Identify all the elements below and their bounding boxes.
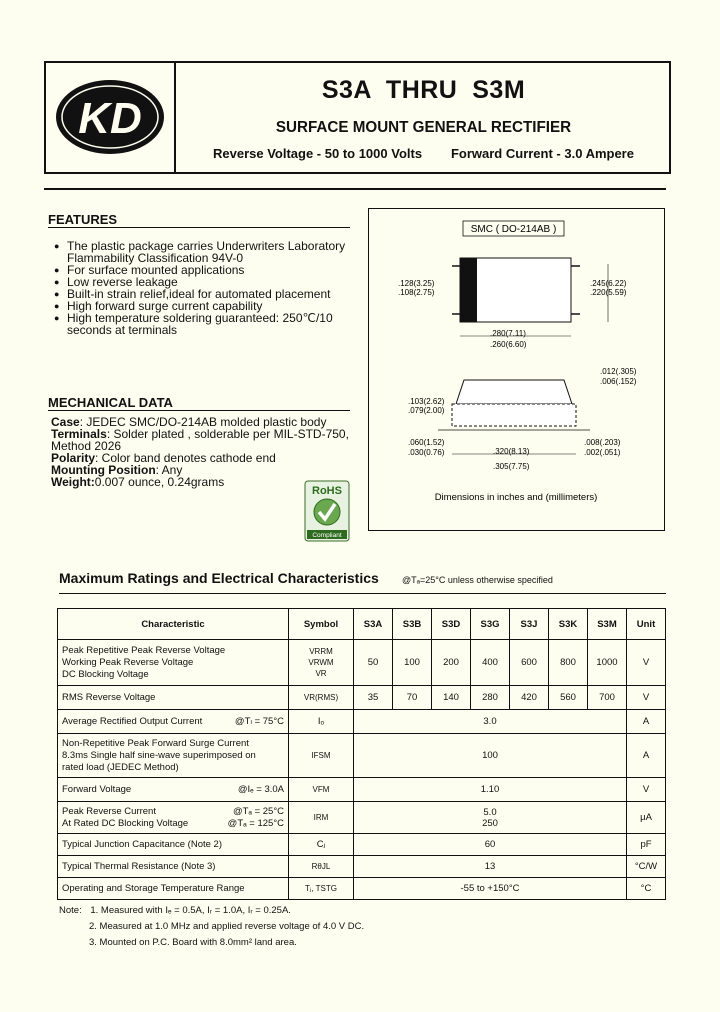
reverse-voltage: Reverse Voltage - 50 to 1000 Volts — [213, 146, 423, 161]
header-s3a: S3A — [354, 609, 393, 640]
row-symbol: VFM — [289, 778, 354, 802]
dim-w1: .245(6.22) — [590, 279, 627, 288]
header-s3m: S3M — [588, 609, 627, 640]
case-label: Case — [51, 415, 80, 429]
ratings-rule — [59, 593, 666, 594]
cell-text: rated load (JEDEC Method) — [62, 761, 179, 773]
dim-w2: .220(5.59) — [590, 288, 627, 297]
forward-current: Forward Current - 3.0 Ampere — [450, 146, 634, 161]
dim-s1: .103(2.62) — [408, 397, 445, 406]
cell-condition: @Tₐ = 25°C — [232, 805, 284, 817]
cell-text: Average Rectified Output Current — [62, 715, 203, 727]
terminals-label: Terminals — [51, 427, 107, 441]
cell-text: Forward Voltage — [62, 783, 132, 795]
terminals-value: : Solder plated , solderable per MIL-STD-750, — [106, 427, 349, 441]
row-characteristic: Typical Junction Capacitance (Note 2) — [58, 834, 289, 856]
cell-value — [354, 802, 627, 834]
cell-value: 13 — [354, 856, 627, 878]
row-characteristic — [58, 778, 289, 802]
cell-text: VRWM — [308, 658, 334, 667]
header-rule — [44, 188, 666, 190]
cell-text: Working Peak Reverse Voltage — [62, 656, 194, 668]
row-characteristic: Typical Thermal Resistance (Note 3) — [58, 856, 289, 878]
cell-value: 35 — [354, 686, 393, 710]
polarity-label: Polarity — [51, 451, 96, 465]
terminals-method: Method 2026 — [51, 439, 122, 453]
row-characteristic — [58, 710, 289, 734]
table-row — [58, 878, 666, 900]
header-s3d: S3D — [432, 609, 471, 640]
cell-text: VRRM — [309, 647, 333, 656]
row-characteristic — [58, 802, 289, 834]
features-rule — [48, 227, 350, 228]
cell-value: 400 — [471, 640, 510, 686]
table-row — [58, 856, 666, 878]
table-row — [58, 778, 666, 802]
cell-value: 140 — [432, 686, 471, 710]
cell-text: 5.0 — [483, 806, 497, 818]
note-2: 2. Measured at 1.0 MHz and applied reverse voltage of 4.0 V DC. — [89, 921, 365, 932]
note-1: 1. Measured with Iₑ = 0.5A, Iᵣ = 1.0A, Iᵣ = 0.25A. — [90, 905, 291, 916]
table-header-row — [58, 609, 666, 640]
cell-value: 3.0 — [354, 710, 627, 734]
row-characteristic — [58, 640, 289, 686]
case-value: : JEDEC SMC/DO-214AB molded plastic body — [79, 415, 327, 429]
cell-value: 600 — [510, 640, 549, 686]
row-characteristic: Operating and Storage Temperature Range — [58, 878, 289, 900]
feature-item: ● For surface mounted applications — [52, 264, 352, 276]
feature-item: ● High temperature soldering guaranteed: 250℃/10 seconds at terminals — [52, 312, 352, 336]
header-s3j: S3J — [510, 609, 549, 640]
cell-value: 420 — [510, 686, 549, 710]
dim-t1: .012(.305) — [600, 367, 637, 376]
row-symbol: Iₒ — [289, 710, 354, 734]
dim-h1: .128(3.25) — [398, 279, 435, 288]
ratings-table — [57, 608, 666, 900]
cell-value: 800 — [549, 640, 588, 686]
dim-f2: .030(0.76) — [408, 448, 445, 457]
feature-item: ● The plastic package carries Underwriters Laboratory Flammability Classification 94V-0 — [52, 240, 352, 264]
table-row — [58, 734, 666, 778]
mounting-value: : Any — [155, 463, 183, 477]
row-symbol: RθJL — [289, 856, 354, 878]
cell-value: 100 — [393, 640, 432, 686]
table-row — [58, 802, 666, 834]
mechanical-title: MECHANICAL DATA — [48, 395, 173, 410]
cell-unit: μA — [627, 802, 666, 834]
cell-condition: @Iₑ = 3.0A — [237, 783, 284, 795]
cell-unit: °C — [627, 878, 666, 900]
rohs-badge — [304, 480, 350, 542]
row-characteristic: RMS Reverse Voltage — [58, 686, 289, 710]
dim-o2: .305(7.75) — [493, 462, 530, 471]
cell-value: 1000 — [588, 640, 627, 686]
table-row — [58, 834, 666, 856]
cell-text: 8.3ms Single half sine-wave superimposed on — [62, 749, 256, 761]
feature-item: ● Low reverse leakage — [52, 276, 352, 288]
cell-text: DC Blocking Voltage — [62, 668, 149, 680]
dim-f1: .060(1.52) — [408, 438, 445, 447]
cell-unit: V — [627, 686, 666, 710]
cell-condition: @Tₗ = 75°C — [234, 715, 284, 727]
rohs-compliant: Compliant — [312, 532, 342, 539]
kd-logo — [54, 78, 166, 156]
cell-value: 700 — [588, 686, 627, 710]
note-3: 3. Mounted on P.C. Board with 8.0mm² land area. — [89, 937, 297, 948]
table-row — [58, 686, 666, 710]
header-symbol: Symbol — [289, 609, 354, 640]
cell-text: At Rated DC Blocking Voltage — [62, 817, 189, 829]
notes-label: Note: — [59, 905, 82, 916]
cell-unit: V — [627, 778, 666, 802]
cell-value: 60 — [354, 834, 627, 856]
cell-value: 560 — [549, 686, 588, 710]
cell-unit: °C/W — [627, 856, 666, 878]
header-characteristic: Characteristic — [58, 609, 289, 640]
cell-condition: @Tₐ = 125°C — [227, 817, 284, 829]
features-title: FEATURES — [48, 212, 118, 227]
mechanical-data — [51, 416, 361, 488]
features-list — [52, 240, 352, 336]
ratings-condition: @Tₐ=25°C unless otherwise specified — [402, 575, 553, 585]
feature-item: ● Built-in strain relief,ideal for automated placement — [52, 288, 352, 300]
cell-text: VR — [315, 669, 327, 678]
page-title: S3A THRU S3M — [321, 76, 526, 104]
polarity-value: : Color band denotes cathode end — [95, 451, 276, 465]
table-row — [58, 710, 666, 734]
cell-value: -55 to +150°C — [354, 878, 627, 900]
dim-h2: .108(2.75) — [398, 288, 435, 297]
header-s3b: S3B — [393, 609, 432, 640]
row-characteristic — [58, 734, 289, 778]
cell-unit: A — [627, 710, 666, 734]
page-subtitle: SURFACE MOUNT GENERAL RECTIFIER — [275, 119, 572, 136]
weight-value: 0.007 ounce, 0.24grams — [94, 475, 225, 489]
row-symbol — [289, 640, 354, 686]
header-s3k: S3K — [549, 609, 588, 640]
cell-text: 250 — [482, 817, 498, 829]
feature-item: ● High forward surge current capability — [52, 300, 352, 312]
logo-text: KD — [78, 94, 142, 143]
dimensions-caption: Dimensions in inches and (millimeters) — [434, 492, 598, 503]
notes — [59, 903, 364, 951]
mounting-label: Mounting Position — [51, 463, 156, 477]
cell-unit: A — [627, 734, 666, 778]
mechanical-rule — [48, 410, 350, 411]
row-symbol: Cⱼ — [289, 834, 354, 856]
row-symbol: IRM — [289, 802, 354, 834]
package-name: SMC ( DO-214AB ) — [470, 224, 557, 235]
weight-label: Weight: — [51, 475, 95, 489]
ratings-title: Maximum Ratings and Electrical Characteristics — [59, 570, 379, 586]
row-symbol: IFSM — [289, 734, 354, 778]
rohs-text: RoHS — [312, 485, 342, 497]
cell-text: Non-Repetitive Peak Forward Surge Current — [62, 737, 249, 749]
dim-g2: .002(.051) — [584, 448, 621, 457]
dim-g1: .008(.203) — [584, 438, 621, 447]
cell-value: 70 — [393, 686, 432, 710]
cell-value: 100 — [354, 734, 627, 778]
row-symbol: Tⱼ, TSTG — [289, 878, 354, 900]
dim-t2: .006(.152) — [600, 377, 637, 386]
cell-unit: pF — [627, 834, 666, 856]
header-s3g: S3G — [471, 609, 510, 640]
dim-l1: .280(7.11) — [490, 329, 526, 338]
header-unit: Unit — [627, 609, 666, 640]
cell-value: 50 — [354, 640, 393, 686]
cell-unit: V — [627, 640, 666, 686]
row-symbol: VR(RMS) — [289, 686, 354, 710]
dim-o1: .320(8.13) — [493, 447, 530, 456]
cell-text: Peak Reverse Current — [62, 805, 156, 817]
dim-s2: .079(2.00) — [408, 406, 445, 415]
package-drawing — [368, 208, 665, 531]
cell-value: 200 — [432, 640, 471, 686]
cell-text: Peak Repetitive Peak Reverse Voltage — [62, 644, 226, 656]
spec-line — [176, 146, 671, 161]
cell-value: 1.10 — [354, 778, 627, 802]
table-row — [58, 640, 666, 686]
dim-l2: .260(6.60) — [490, 340, 527, 349]
cell-value: 280 — [471, 686, 510, 710]
